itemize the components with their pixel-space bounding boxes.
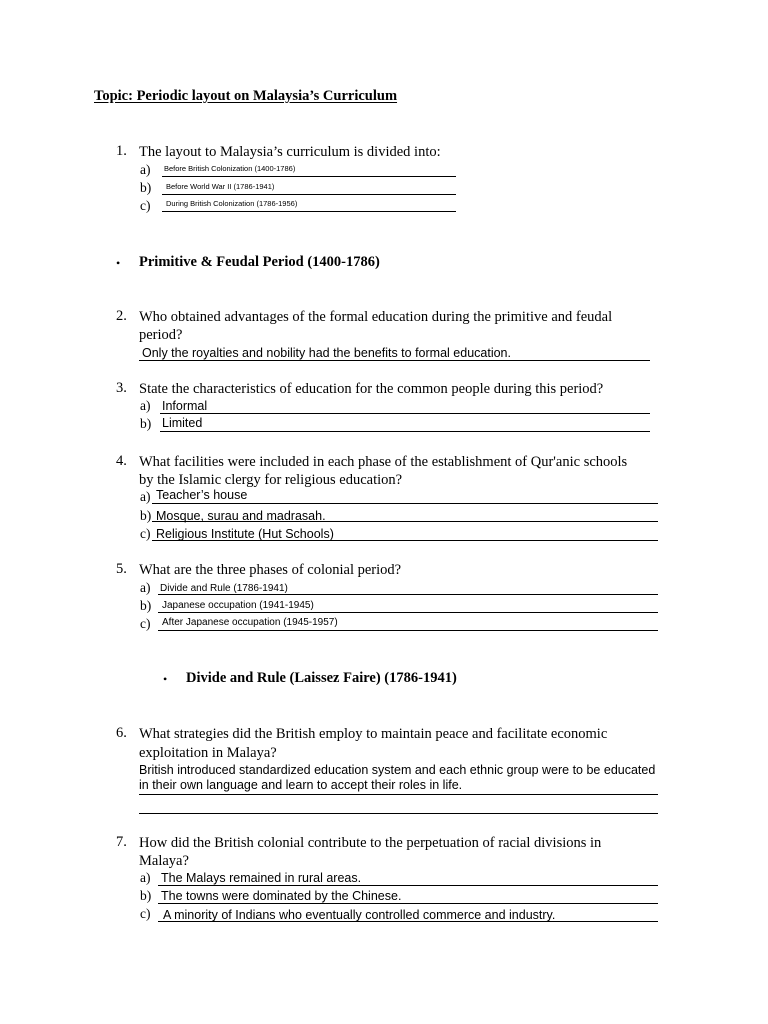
answer-text: After Japanese occupation (1945-1957) bbox=[162, 617, 338, 628]
answer-letter: a) bbox=[140, 398, 151, 413]
answer-line bbox=[139, 813, 658, 814]
question-number: 3. bbox=[116, 380, 127, 396]
answer-text: Mosque, surau and madrasah. bbox=[156, 509, 326, 523]
answer-line bbox=[152, 540, 658, 541]
answer-text: in their own language and learn to accept their roles in life. bbox=[139, 778, 463, 792]
question-number: 1. bbox=[116, 143, 127, 159]
question-text: exploitation in Malaya? bbox=[139, 745, 277, 761]
bullet-icon: • bbox=[163, 672, 168, 686]
answer-line bbox=[160, 431, 650, 432]
answer-text: Japanese occupation (1941-1945) bbox=[162, 600, 314, 611]
answer-text: Only the royalties and nobility had the benefits to formal education. bbox=[142, 346, 511, 360]
answer-line bbox=[139, 794, 658, 795]
answer-line bbox=[162, 194, 456, 195]
question-text: What strategies did the British employ to maintain peace and facilitate economic bbox=[139, 726, 608, 742]
answer-letter: c) bbox=[140, 616, 151, 631]
question-number: 7. bbox=[116, 834, 127, 850]
answer-line bbox=[152, 521, 658, 522]
answer-letter: c) bbox=[140, 198, 151, 213]
answer-line bbox=[152, 503, 658, 504]
bullet-icon: • bbox=[116, 256, 121, 270]
answer-line bbox=[139, 360, 650, 361]
answer-letter: b) bbox=[140, 180, 152, 195]
answer-text: The towns were dominated by the Chinese. bbox=[161, 889, 402, 903]
answer-text: Religious Institute (Hut Schools) bbox=[156, 527, 334, 541]
answer-line bbox=[158, 612, 658, 613]
answer-letter: a) bbox=[140, 162, 151, 177]
question-number: 5. bbox=[116, 561, 127, 577]
answer-letter: b) bbox=[140, 416, 152, 431]
question-number: 6. bbox=[116, 725, 127, 741]
answer-line bbox=[162, 176, 456, 177]
answer-letter: b) bbox=[140, 508, 152, 523]
answer-line bbox=[158, 630, 658, 631]
answer-text: The Malays remained in rural areas. bbox=[161, 871, 362, 885]
answer-line bbox=[162, 211, 456, 212]
answer-letter: a) bbox=[140, 870, 151, 885]
answer-line bbox=[158, 921, 658, 922]
question-text: The layout to Malaysia’s curriculum is divided into: bbox=[139, 144, 441, 160]
answer-line bbox=[158, 903, 658, 904]
page-title: Topic: Periodic layout on Malaysia’s Curriculum bbox=[94, 88, 398, 104]
answer-letter: a) bbox=[140, 489, 151, 504]
answer-text: Informal bbox=[162, 399, 208, 413]
question-text: State the characteristics of education for the common people during this period? bbox=[139, 381, 604, 397]
answer-letter: a) bbox=[140, 580, 151, 595]
section-heading: Divide and Rule (Laissez Faire) (1786-1941) bbox=[186, 670, 457, 686]
answer-line bbox=[160, 413, 650, 414]
question-number: 2. bbox=[116, 308, 127, 324]
question-text: How did the British colonial contribute to the perpetuation of racial divisions in bbox=[139, 835, 602, 851]
answer-text: During British Colonization (1786-1956) bbox=[166, 199, 298, 208]
answer-line bbox=[158, 885, 658, 886]
answer-letter: c) bbox=[140, 526, 151, 541]
answer-text: Divide and Rule (1786-1941) bbox=[160, 583, 288, 594]
answer-letter: b) bbox=[140, 888, 152, 903]
question-number: 4. bbox=[116, 453, 127, 469]
answer-text: British introduced standardized education system and each ethnic group were to be educated bbox=[139, 763, 656, 777]
question-text: What facilities were included in each phase of the establishment of Qur'anic schools bbox=[139, 454, 628, 470]
answer-text: Teacher’s house bbox=[156, 488, 248, 502]
answer-text: Limited bbox=[162, 416, 203, 430]
answer-letter: b) bbox=[140, 598, 152, 613]
answer-line bbox=[158, 594, 658, 595]
question-text: period? bbox=[139, 327, 183, 343]
question-text: by the Islamic clergy for religious education? bbox=[139, 472, 403, 488]
answer-letter: c) bbox=[140, 906, 151, 921]
question-text: Who obtained advantages of the formal education during the primitive and feudal bbox=[139, 309, 613, 325]
question-text: Malaya? bbox=[139, 853, 189, 869]
answer-text: Before British Colonization (1400-1786) bbox=[164, 164, 296, 173]
answer-text: Before World War II (1786-1941) bbox=[166, 182, 275, 191]
section-heading: Primitive & Feudal Period (1400-1786) bbox=[139, 254, 380, 270]
question-text: What are the three phases of colonial period? bbox=[139, 562, 402, 578]
answer-text: A minority of Indians who eventually controlled commerce and industry. bbox=[163, 908, 556, 922]
